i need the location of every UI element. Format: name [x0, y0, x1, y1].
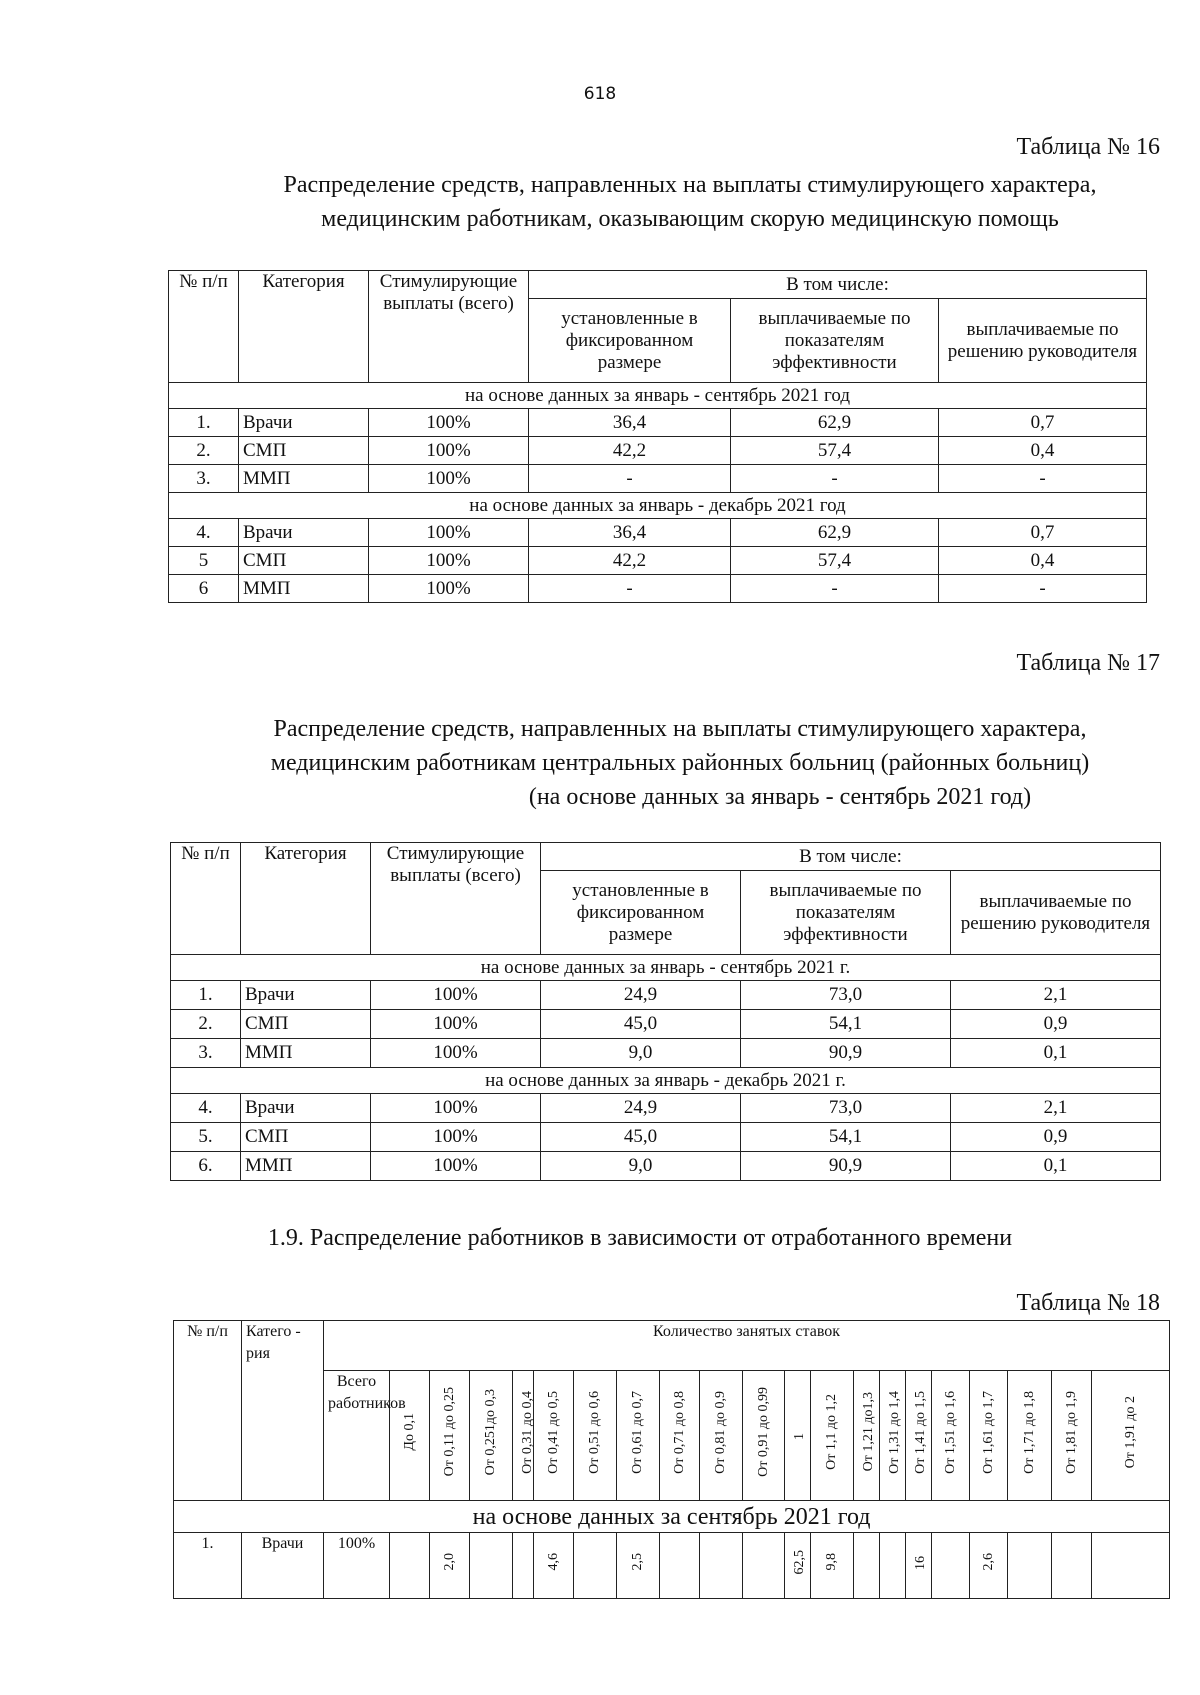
- t16-cell: ММП: [239, 575, 369, 603]
- table17-title-line-1: Распределение средств, направленных на выплаты стимулирующего характера,: [273, 716, 1087, 742]
- table-row: [169, 547, 1147, 575]
- t17-h-total: Стимулирующие выплаты (всего): [371, 843, 541, 955]
- t16-cell: 100%: [369, 465, 529, 493]
- t18-h-rate-label: От 1,31 до 1,4: [887, 1390, 902, 1474]
- t16-cell: 57,4: [731, 547, 939, 575]
- t16-cell: 0,4: [939, 437, 1147, 465]
- t17-cell: 0,1: [951, 1152, 1161, 1181]
- t18-value: 9,8: [824, 1553, 839, 1571]
- t16-cell: 2.: [169, 437, 239, 465]
- table-row: [171, 1010, 1161, 1039]
- t18-h-rate-label: От 1,21 до1,3: [861, 1392, 876, 1472]
- t18-h-rates: Количество занятых ставок: [324, 1321, 1170, 1371]
- t16-cell: СМП: [239, 547, 369, 575]
- table-row: [171, 1094, 1161, 1123]
- t17-h-num: № п/п: [171, 843, 241, 955]
- table-row: [169, 437, 1147, 465]
- t18-cell: 100%: [324, 1533, 390, 1599]
- t18-cell: [906, 1533, 932, 1599]
- t16-cell: 36,4: [529, 519, 731, 547]
- t16-cell: Врачи: [239, 519, 369, 547]
- t16-cell: 5: [169, 547, 239, 575]
- t18-cell: [390, 1533, 430, 1599]
- t18-cell: [430, 1533, 470, 1599]
- t18-cell: [932, 1533, 970, 1599]
- t16-h-total: Стимулирующие выплаты (всего): [369, 271, 529, 383]
- t18-h-rate-label: От 1,81 до 1,9: [1063, 1390, 1079, 1474]
- t16-cell: 42,2: [529, 437, 731, 465]
- t18-h-rate: [970, 1371, 1008, 1501]
- t17-cell: 24,9: [541, 1094, 741, 1123]
- t16-cell: 3.: [169, 465, 239, 493]
- t18-h-rate-label: От 1,51 до 1,6: [942, 1390, 958, 1474]
- t16-cell: 57,4: [731, 437, 939, 465]
- t16-group-title-1: на основе данных за январь - сентябрь 2021 год: [169, 383, 1147, 409]
- t17-cell: 2.: [171, 1010, 241, 1039]
- t18-h-rate-label: До 0,1: [401, 1413, 417, 1451]
- page-number: 618: [583, 84, 617, 104]
- t18-h-rate: [880, 1371, 906, 1501]
- t17-cell: 24,9: [541, 981, 741, 1010]
- t16-cell: 100%: [369, 409, 529, 437]
- t16-h-fixed: установленные в фиксированном размере: [529, 299, 731, 383]
- t18-h-rate-label: 1: [792, 1432, 807, 1440]
- t18-h-rate: [617, 1371, 660, 1501]
- t18-h-rate-label: От 0,41 до 0,5: [545, 1390, 561, 1474]
- t18-h-rate: [660, 1371, 700, 1501]
- t17-cell: 54,1: [741, 1123, 951, 1152]
- t18-h-rate: [470, 1371, 513, 1501]
- t18-h-rate: [743, 1371, 785, 1501]
- t16-cell: 36,4: [529, 409, 731, 437]
- t17-cell: 4.: [171, 1094, 241, 1123]
- table16: [168, 270, 1147, 603]
- table-row: [169, 465, 1147, 493]
- t18-value: 2,5: [630, 1553, 645, 1571]
- t18-h-total-workers: Всего работников: [324, 1371, 390, 1501]
- t18-cell: [1052, 1533, 1092, 1599]
- t16-cell: 62,9: [731, 519, 939, 547]
- table-row: [171, 981, 1161, 1010]
- t17-cell: СМП: [241, 1123, 371, 1152]
- t17-cell: СМП: [241, 1010, 371, 1039]
- t16-cell: 4.: [169, 519, 239, 547]
- t16-cell: -: [529, 465, 731, 493]
- t17-cell: Врачи: [241, 981, 371, 1010]
- t18-cell: [743, 1533, 785, 1599]
- table17-title-line-3: (на основе данных за январь - сентябрь 2021 год): [528, 784, 1032, 810]
- t16-cell: ММП: [239, 465, 369, 493]
- t18-h-rate: [785, 1371, 811, 1501]
- table-row: [169, 519, 1147, 547]
- t18-cell: [854, 1533, 880, 1599]
- t17-cell: 73,0: [741, 1094, 951, 1123]
- t17-cell: 1.: [171, 981, 241, 1010]
- t16-group-title-2: на основе данных за январь - декабрь 2021 год: [169, 493, 1147, 519]
- t18-h-rate: [430, 1371, 470, 1501]
- t18-h-rate: [1052, 1371, 1092, 1501]
- table-row: [171, 1152, 1161, 1181]
- table-row: [169, 409, 1147, 437]
- t18-h-rate-label: От 0,91 до 0,99: [755, 1387, 771, 1477]
- t17-cell: 2,1: [951, 1094, 1161, 1123]
- t18-cell: [513, 1533, 534, 1599]
- t17-h-including: В том числе:: [541, 843, 1161, 871]
- t18-cell: 1.: [174, 1533, 242, 1599]
- t17-cell: 0,9: [951, 1010, 1161, 1039]
- t17-cell: ММП: [241, 1039, 371, 1068]
- t16-cell: 0,7: [939, 519, 1147, 547]
- table18-label: Таблица № 18: [1016, 1290, 1160, 1316]
- t17-h-manager: выплачиваемые по решению руководителя: [951, 871, 1161, 955]
- t18-h-rate-label: От 0,31 до 0,4: [520, 1390, 535, 1474]
- t18-cell: [811, 1533, 854, 1599]
- t18-cell: [534, 1533, 574, 1599]
- t18-h-rate-label: От 1,91 до 2: [1122, 1395, 1138, 1469]
- table-row: [169, 575, 1147, 603]
- t16-cell: 100%: [369, 519, 529, 547]
- t16-cell: 42,2: [529, 547, 731, 575]
- t18-h-rate: [534, 1371, 574, 1501]
- t16-cell: Врачи: [239, 409, 369, 437]
- t18-cell: [660, 1533, 700, 1599]
- t18-cell: [1008, 1533, 1052, 1599]
- t17-cell: 100%: [371, 1094, 541, 1123]
- t17-h-category: Категория: [241, 843, 371, 955]
- t18-h-rate-label: От 0,251до 0,3: [483, 1388, 498, 1476]
- t17-cell: Врачи: [241, 1094, 371, 1123]
- t17-group-title-1: на основе данных за январь - сентябрь 2021 г.: [171, 955, 1161, 981]
- t16-h-category: Категория: [239, 271, 369, 383]
- t16-cell: 100%: [369, 575, 529, 603]
- t16-cell: -: [529, 575, 731, 603]
- table16-label: Таблица № 16: [1016, 134, 1160, 160]
- table17-label: Таблица № 17: [1016, 650, 1160, 676]
- t17-cell: 90,9: [741, 1152, 951, 1181]
- t18-cell: [470, 1533, 513, 1599]
- t17-cell: 100%: [371, 1123, 541, 1152]
- t18-h-rate-label: От 0,71 до 0,8: [671, 1390, 687, 1474]
- section-heading: 1.9. Распределение работников в зависимости от отработанного времени: [267, 1225, 1013, 1251]
- t18-h-rate-label: От 0,51 до 0,6: [587, 1390, 602, 1474]
- t17-cell: 100%: [371, 1039, 541, 1068]
- t17-cell: 5.: [171, 1123, 241, 1152]
- t18-cell: [785, 1533, 811, 1599]
- t16-cell: 62,9: [731, 409, 939, 437]
- t17-cell: 2,1: [951, 981, 1161, 1010]
- t18-cell: [970, 1533, 1008, 1599]
- t16-cell: 6: [169, 575, 239, 603]
- t18-cell: [617, 1533, 660, 1599]
- t16-h-manager: выплачиваемые по решению руководителя: [939, 299, 1147, 383]
- t18-h-rate: [1008, 1371, 1052, 1501]
- table18: [173, 1320, 1170, 1599]
- t17-cell: 0,9: [951, 1123, 1161, 1152]
- t17-cell: ММП: [241, 1152, 371, 1181]
- table17-title: [180, 712, 1180, 814]
- table-row: [171, 1123, 1161, 1152]
- t18-value: 2,0: [441, 1553, 457, 1571]
- t17-cell: 6.: [171, 1152, 241, 1181]
- t18-value: 4,6: [545, 1553, 561, 1571]
- t16-cell: 0,4: [939, 547, 1147, 575]
- t16-cell: 0,7: [939, 409, 1147, 437]
- t17-h-fixed: установленные в фиксированном размере: [541, 871, 741, 955]
- table16-title-line-1: Распределение средств, направленных на выплаты стимулирующего характера,: [283, 172, 1097, 198]
- t17-h-performance: выплачиваемые по показателям эффективности: [741, 871, 951, 955]
- t18-h-rate-label: От 1,41 до 1,5: [913, 1390, 928, 1474]
- t18-cell: [574, 1533, 617, 1599]
- t18-h-rate-label: От 1,61 до 1,7: [980, 1390, 996, 1474]
- t17-cell: 54,1: [741, 1010, 951, 1039]
- t18-value: 16: [913, 1555, 928, 1570]
- t18-h-rate: [932, 1371, 970, 1501]
- table16-title-line-2: медицинским работникам, оказывающим скорую медицинскую помощь: [321, 206, 1059, 232]
- t18-h-rate: [1092, 1371, 1170, 1501]
- t17-cell: 90,9: [741, 1039, 951, 1068]
- t17-cell: 73,0: [741, 981, 951, 1010]
- t17-cell: 45,0: [541, 1123, 741, 1152]
- t16-h-including: В том числе:: [529, 271, 1147, 299]
- t18-h-rate-label: От 0,11 до 0,25: [441, 1387, 457, 1477]
- t18-h-rate: [854, 1371, 880, 1501]
- table-row: [174, 1533, 1170, 1599]
- t18-h-rate: [811, 1371, 854, 1501]
- t18-h-rate-label: От 0,81 до 0,9: [713, 1390, 728, 1474]
- t17-cell: 100%: [371, 1010, 541, 1039]
- t18-h-rate-label: От 0,61 до 0,7: [630, 1390, 645, 1474]
- t16-cell: 1.: [169, 409, 239, 437]
- t16-cell: 100%: [369, 547, 529, 575]
- t17-cell: 45,0: [541, 1010, 741, 1039]
- t18-h-rate: [700, 1371, 743, 1501]
- t18-h-rate: [574, 1371, 617, 1501]
- t18-cell: [880, 1533, 906, 1599]
- table16-title: [200, 168, 1180, 236]
- table17: [170, 842, 1161, 1181]
- t18-value: 62,5: [792, 1549, 807, 1575]
- t17-cell: 9,0: [541, 1039, 741, 1068]
- t16-h-performance: выплачиваемые по показателям эффективности: [731, 299, 939, 383]
- t17-cell: 100%: [371, 981, 541, 1010]
- t17-cell: 0,1: [951, 1039, 1161, 1068]
- t17-group-title-2: на основе данных за январь - декабрь 2021 г.: [171, 1068, 1161, 1094]
- t18-cell: Врачи: [242, 1533, 324, 1599]
- t18-value: 2,6: [980, 1553, 996, 1571]
- t18-h-rate: [390, 1371, 430, 1501]
- table17-title-line-2: медицинским работникам центральных районных больниц (районных больниц): [270, 750, 1090, 776]
- t17-cell: 100%: [371, 1152, 541, 1181]
- t16-h-num: № п/п: [169, 271, 239, 383]
- t17-cell: 9,0: [541, 1152, 741, 1181]
- t18-h-rate: [906, 1371, 932, 1501]
- t17-cell: 3.: [171, 1039, 241, 1068]
- t16-cell: -: [731, 575, 939, 603]
- table-row: [171, 1039, 1161, 1068]
- t18-h-rate: [513, 1371, 534, 1501]
- t18-h-num: № п/п: [174, 1321, 242, 1501]
- t18-cell: [700, 1533, 743, 1599]
- t16-cell: -: [939, 575, 1147, 603]
- t16-cell: 100%: [369, 437, 529, 465]
- t16-cell: -: [731, 465, 939, 493]
- t18-cell: [1092, 1533, 1170, 1599]
- t16-cell: -: [939, 465, 1147, 493]
- t18-h-category: Катего - рия: [242, 1321, 324, 1501]
- t18-h-rate-label: От 1,71 до 1,8: [1021, 1390, 1037, 1474]
- t18-group-title: на основе данных за сентябрь 2021 год: [174, 1501, 1170, 1533]
- t16-cell: СМП: [239, 437, 369, 465]
- t18-h-rate-label: От 1,1 до 1,2: [824, 1394, 839, 1470]
